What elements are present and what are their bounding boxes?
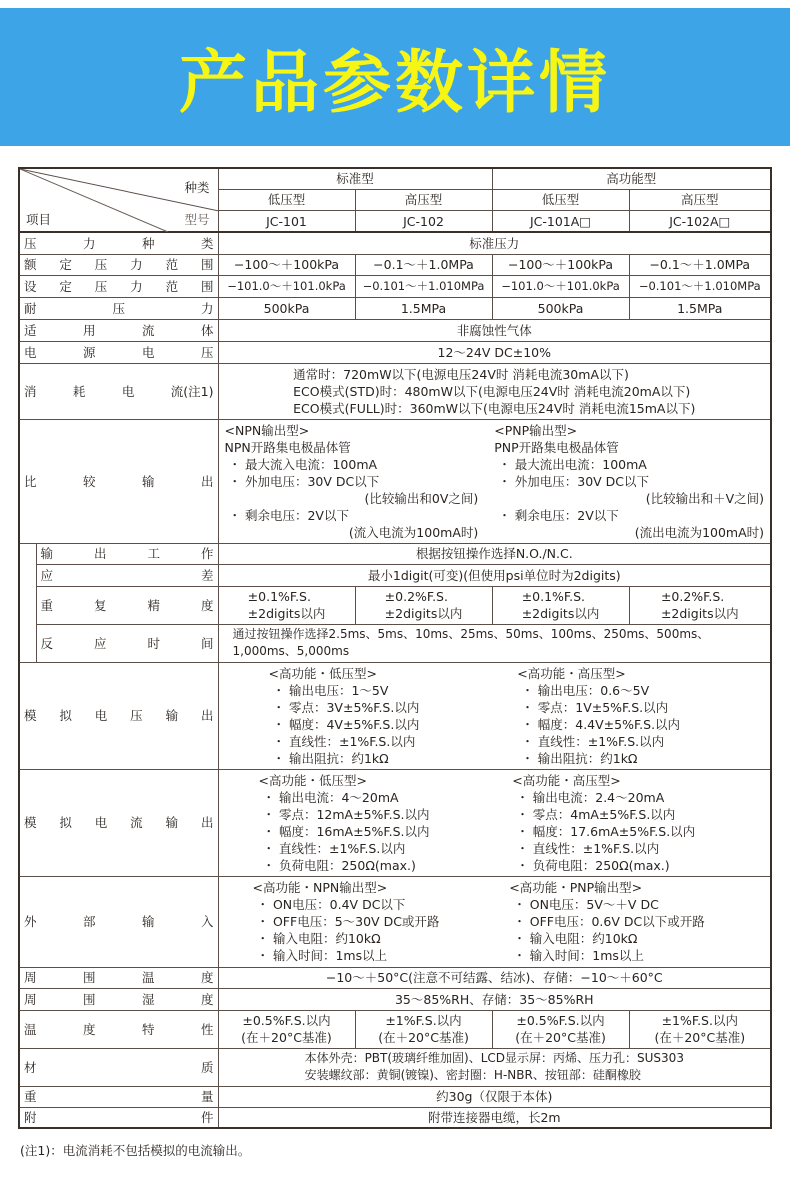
- row-label-char: 压: [94, 278, 108, 294]
- pnp-block: [509, 879, 766, 964]
- page-title: 产品参数详情: [178, 43, 611, 123]
- row-label: [19, 419, 218, 543]
- row-label-text: [41, 545, 214, 562]
- row-label-text: [41, 567, 214, 584]
- text-line: <高功能・低压型>: [268, 665, 377, 681]
- row-response-time: [19, 624, 771, 662]
- text-line: <PNP输出型>: [494, 422, 578, 438]
- row-label-char: 围: [82, 970, 96, 985]
- row-repeatability: [19, 586, 771, 624]
- model-label: 型号: [184, 212, 210, 227]
- text-line: <高功能・低压型>: [258, 772, 367, 788]
- text-line: (流出电流为100mA时): [634, 524, 765, 540]
- row-label: [19, 275, 218, 297]
- row-label-char: 围: [200, 278, 214, 294]
- subtype: 低压型: [218, 189, 355, 210]
- row-label-char: 重: [24, 1089, 37, 1104]
- text-line: <NPN输出型>: [224, 422, 310, 438]
- text-line: ・ 零点：12mA±5%F.S.以内: [262, 806, 430, 822]
- text-line: ・ 输入时间：1ms以上: [256, 948, 388, 963]
- text-line: ・ 直线性：±1%F.S.以内: [272, 733, 416, 749]
- row-proof-pressure: [19, 297, 771, 319]
- row-label-char: 围: [200, 257, 214, 272]
- text-line: ・ 输入时间：1ms以上: [513, 948, 644, 963]
- row-label: [19, 1010, 218, 1048]
- text-line: ・ 输出阻抗：约1kΩ: [272, 750, 389, 766]
- row-label-char: 复: [93, 597, 107, 613]
- text-line: [385, 588, 463, 622]
- row-label-text: [24, 383, 214, 400]
- row-value: [218, 769, 771, 876]
- row-label-char: 范: [165, 278, 179, 294]
- row-label-char: 设: [24, 278, 37, 294]
- text-line: ・ 外加电压：30V DC以下: [228, 473, 380, 489]
- row-value: [218, 1048, 771, 1086]
- row-label-char: 度: [82, 1021, 96, 1037]
- cell-value: [355, 586, 492, 624]
- low-pressure-block: [259, 772, 513, 874]
- cell-value: [629, 586, 771, 624]
- text-line: ・ 负荷电阻：250Ω(max.): [262, 857, 416, 873]
- row-label-text: [24, 991, 214, 1008]
- text-line: ・ 输出电流：4～20mA: [262, 789, 399, 805]
- row-value: [218, 363, 771, 419]
- cell-value: [218, 1010, 355, 1048]
- text-line: 本体外壳：PBT(玻璃纤维加固)、LCD显示屏：丙烯、压力孔：SUS303: [304, 1051, 684, 1065]
- text-line: [293, 366, 695, 417]
- row-label-char: 电: [24, 344, 37, 360]
- model: JC-102: [355, 211, 492, 232]
- text-line: ・ ON电压：0.4V DC以下: [256, 897, 406, 912]
- row-label-char: 围: [82, 991, 96, 1007]
- text-line: ・ 零点：1V±5%F.S.以内: [521, 699, 669, 715]
- low-pressure-block: [269, 665, 518, 767]
- row-label-char: 出: [93, 546, 107, 561]
- row-label-text: [24, 300, 214, 317]
- text-line: ・ 最大流入电流：100mA: [228, 456, 378, 472]
- row-label-char: 输: [40, 546, 54, 561]
- subtype: 高压型: [355, 189, 492, 210]
- row-label: [19, 769, 218, 876]
- text-line: ・ 剩余电压：2V以下: [228, 507, 349, 523]
- high-pressure-block: [512, 772, 766, 874]
- text-line: [522, 588, 600, 622]
- text-line: ・ 幅度：16mA±5%F.S.以内: [262, 823, 430, 839]
- row-set-range: [19, 275, 771, 297]
- row-value: 最小1digit(可变)(但使用psi单位时为2digits): [218, 564, 771, 586]
- row-label-text: [24, 1021, 214, 1038]
- cell-value: −0.1～＋1.0MPa: [629, 254, 771, 275]
- row-value: 35～85%RH、存储：35～85%RH: [218, 988, 771, 1010]
- row-label-char: 间: [200, 635, 214, 651]
- row-value: 根据按钮操作选择N.O./N.C.: [218, 543, 771, 564]
- row-label-char: 源: [82, 344, 96, 360]
- row-label-char: 力: [130, 278, 143, 294]
- text-line: PNP开路集电极晶体管: [494, 439, 619, 455]
- row-value: [218, 876, 771, 967]
- row-label-char: 重: [40, 597, 54, 613]
- row-label-char: 适: [24, 322, 37, 338]
- group-high-function: 高功能型: [492, 168, 771, 189]
- row-label-char: 出: [200, 708, 214, 723]
- row-label-char: 湿: [141, 991, 155, 1007]
- row-label-text: [24, 913, 214, 930]
- high-pressure-block: [517, 665, 766, 767]
- row-label: [19, 254, 218, 275]
- text-line: [253, 879, 767, 964]
- text-line: ・ 负荷电阻：250Ω(max.): [516, 857, 670, 873]
- row-label-text: [24, 1109, 214, 1126]
- row-label-text: [24, 278, 214, 295]
- text-line: ±0.5%F.S.以内: [242, 1013, 331, 1028]
- text-line: (流入电流为100mA时): [348, 524, 479, 540]
- text-line: ±2digits以内: [384, 606, 463, 621]
- row-value: 附带连接器电缆，长2m: [218, 1107, 771, 1128]
- row-label-char: 流: [130, 815, 143, 830]
- row-value: 非腐蚀性气体: [218, 319, 771, 341]
- row-label-char: 力: [82, 235, 96, 251]
- row-label-char: 电: [121, 383, 135, 399]
- row-label-text: [24, 1088, 214, 1105]
- row-label: [19, 341, 218, 363]
- text-line: NPN开路集电极晶体管: [224, 439, 351, 455]
- spec-table: [18, 167, 772, 1129]
- text-line: (在＋20°C基准): [378, 1030, 469, 1045]
- cell-value: −0.1～＋1.0MPa: [355, 254, 492, 275]
- cell-value: 1.5MPa: [629, 297, 771, 319]
- cell-value: [629, 1010, 771, 1048]
- text-line: [661, 588, 739, 622]
- row-label-char: 耐: [24, 300, 37, 316]
- row-label: [19, 319, 218, 341]
- cell-value: −100～＋100kPa: [218, 254, 355, 275]
- row-consumption: [19, 363, 771, 419]
- row-label: [36, 564, 218, 586]
- row-label-text: [24, 256, 214, 273]
- text-line: ・ 直线性：±1%F.S.以内: [262, 840, 406, 856]
- text-line: ECO模式(FULL)时：360mW以下(电源电压24V时 消耗电流15mA以下): [293, 400, 696, 416]
- text-line: <高功能・高压型>: [517, 665, 626, 681]
- row-label-char: 质: [200, 1059, 214, 1075]
- text-line: [225, 422, 765, 541]
- row-external-input: [19, 876, 771, 967]
- row-power: [19, 341, 771, 363]
- row-rated-range: [19, 254, 771, 275]
- text-line: ・ 直线性：±1%F.S.以内: [521, 733, 665, 749]
- text-line: (比较输出和0V之间): [364, 490, 479, 506]
- row-label-text: [24, 322, 214, 339]
- text-line: [269, 665, 767, 767]
- text-line: ・ 剩余电压：2V以下: [498, 507, 619, 523]
- row-output-action: [19, 543, 771, 564]
- row-label: [36, 624, 218, 662]
- model: JC-101: [218, 211, 355, 232]
- text-line: <高功能・PNP输出型>: [509, 880, 643, 895]
- row-label-char: 周: [24, 991, 37, 1007]
- row-label-char: 出: [200, 815, 214, 830]
- row-label-char: 电: [141, 344, 155, 360]
- row-label-char: 输: [165, 708, 179, 723]
- npn-block: [225, 422, 495, 541]
- row-label: [19, 967, 218, 988]
- text-line: ・ 输出阻抗：约1kΩ: [521, 750, 638, 766]
- row-label-char: 输: [141, 914, 155, 929]
- row-label-char: 反: [40, 635, 54, 651]
- row-hysteresis: [19, 564, 771, 586]
- item-label: 项目: [26, 212, 52, 227]
- text-line: ・ OFF电压：5～30V DC或开路: [256, 914, 440, 929]
- row-label-char: 量: [200, 1089, 214, 1104]
- model: JC-102A□: [629, 211, 771, 232]
- row-label-text: [41, 597, 214, 614]
- row-label-char: 类: [200, 235, 214, 251]
- row-label-char: 流(注1): [170, 383, 214, 399]
- cell-value: −0.101～＋1.010MPa: [355, 275, 492, 297]
- row-label-char: 差: [200, 567, 214, 583]
- cell-value: [492, 586, 629, 624]
- text-line: (比较输出和＋V之间): [645, 490, 765, 506]
- row-label-char: 模: [24, 708, 37, 723]
- row-label-char: 拟: [59, 708, 72, 723]
- row-label-char: 性: [200, 1021, 214, 1037]
- cell-value: 500kPa: [492, 297, 629, 319]
- row-label-char: 附: [24, 1109, 37, 1125]
- text-line: 安装螺纹部：黄铜(镀镍)、密封圈：H-NBR、按钮部：硅酮橡胶: [304, 1068, 641, 1082]
- row-weight: [19, 1086, 771, 1107]
- row-label-char: 力: [200, 300, 214, 316]
- row-label-char: 工: [147, 546, 160, 561]
- row-label-char: 周: [24, 970, 37, 985]
- text-line: ・ 幅度：4.4V±5%F.S.以内: [521, 716, 681, 732]
- row-label-text: [24, 814, 214, 831]
- text-line: ±0.1%F.S.: [521, 589, 585, 604]
- cell-value: −101.0～＋101.0kPa: [492, 275, 629, 297]
- row-label-char: 输: [165, 815, 179, 830]
- row-label-char: 用: [82, 322, 96, 338]
- cell-value: −100～＋100kPa: [492, 254, 629, 275]
- row-temp-characteristic: [19, 1010, 771, 1048]
- row-fluid: [19, 319, 771, 341]
- subtype: 高压型: [629, 189, 771, 210]
- text-line: [259, 772, 767, 874]
- row-label-char: 出: [200, 473, 214, 489]
- row-label-char: 件: [200, 1109, 214, 1125]
- text-line: [305, 1050, 684, 1084]
- group-standard: 标准型: [218, 168, 492, 189]
- row-label-char: 模: [24, 815, 37, 830]
- row-label-text: [41, 635, 214, 652]
- text-line: ・ 输入电阻：约10kΩ: [513, 931, 638, 946]
- row-label-char: 外: [24, 914, 37, 929]
- row-label-char: 应: [93, 635, 107, 651]
- header-corner: [19, 168, 218, 232]
- text-line: ±1%F.S.以内: [385, 1013, 462, 1028]
- text-line: ±2digits以内: [660, 606, 739, 621]
- row-analog-current: [19, 769, 771, 876]
- text-line: ±0.5%F.S.以内: [516, 1013, 605, 1028]
- text-line: ECO模式(STD)时：480mW以下(电源电压24V时 消耗电流20mA以下): [293, 383, 691, 399]
- row-value: [218, 662, 771, 769]
- text-line: ±0.2%F.S.: [384, 589, 448, 604]
- header-row-groups: [19, 168, 771, 189]
- row-accessory: [19, 1107, 771, 1128]
- row-label: [19, 662, 218, 769]
- row-label-char: 耗: [72, 383, 86, 399]
- row-label-char: 范: [165, 257, 179, 272]
- cell-value: [355, 1010, 492, 1048]
- text-line: 1,000ms、5,000ms: [232, 644, 350, 658]
- text-line: ・ 输出电压：1～5V: [272, 682, 389, 698]
- row-label-text: [24, 707, 214, 724]
- row-label-text: [24, 1059, 214, 1076]
- text-line: 通常时：720mW以下(电源电压24V时 消耗电流30mA以下): [293, 366, 629, 382]
- row-label: [36, 543, 218, 564]
- text-line: ±2digits以内: [247, 606, 326, 621]
- text-line: ・ 幅度：4V±5%F.S.以内: [272, 716, 420, 732]
- text-line: ・ ON电压：5V～＋V DC: [513, 897, 659, 912]
- text-line: ・ 输出电流：2.4～20mA: [516, 789, 665, 805]
- row-ambient-temp: [19, 967, 771, 988]
- row-label-char: 部: [82, 914, 96, 929]
- row-pressure-type: [19, 232, 771, 254]
- row-analog-voltage: [19, 662, 771, 769]
- cell-value: 1.5MPa: [355, 297, 492, 319]
- row-label-char: 度: [200, 597, 214, 613]
- text-line: ・ 外加电压：30V DC以下: [498, 473, 650, 489]
- row-label: [36, 586, 218, 624]
- text-line: ・ 输出电压：0.6～5V: [521, 682, 650, 698]
- cell-value: −0.101～＋1.010MPa: [629, 275, 771, 297]
- text-line: ±2digits以内: [521, 606, 600, 621]
- cell-value: [492, 1010, 629, 1048]
- title-banner: [0, 8, 790, 146]
- row-label-char: 作: [200, 546, 214, 561]
- row-value: 标准压力: [218, 232, 771, 254]
- row-ambient-humidity: [19, 988, 771, 1010]
- row-label-char: 力: [130, 257, 143, 272]
- text-line: [248, 588, 326, 622]
- model: JC-101A□: [492, 211, 629, 232]
- row-label-char: 度: [200, 991, 214, 1007]
- text-line: ・ 输入电阻：约10kΩ: [256, 931, 381, 946]
- text-line: ±0.2%F.S.: [660, 589, 725, 604]
- row-label-text: [24, 969, 214, 986]
- text-line: (在＋20°C基准): [654, 1030, 746, 1045]
- text-line: ±0.1%F.S.: [247, 589, 311, 604]
- text-line: 通过按钮操作选择2.5ms、5ms、10ms、25ms、50ms、100ms、250ms、500ms、: [232, 627, 710, 641]
- cell-value: −101.0～＋101.0kPa: [218, 275, 355, 297]
- row-label-text: [24, 473, 214, 490]
- row-label-char: 压: [112, 300, 125, 316]
- text-line: <高功能・高压型>: [512, 772, 621, 788]
- row-label: [19, 1048, 218, 1086]
- row-label-char: 较: [82, 473, 96, 489]
- row-label-char: 时: [147, 635, 160, 651]
- row-label-char: 额: [24, 257, 37, 272]
- cell-value: 500kPa: [218, 297, 355, 319]
- row-label-char: 电: [94, 815, 108, 830]
- npn-block: [253, 879, 510, 964]
- text-line: <高功能・NPN输出型>: [252, 880, 388, 895]
- row-label-char: 定: [59, 257, 72, 272]
- row-label-char: 应: [40, 567, 54, 583]
- row-label: [19, 363, 218, 419]
- row-value: [218, 419, 771, 543]
- text-line: (在＋20°C基准): [241, 1030, 332, 1045]
- row-label-char: 拟: [59, 815, 72, 830]
- row-label-char: 体: [200, 322, 214, 338]
- text-line: ・ 零点：3V±5%F.S.以内: [272, 699, 420, 715]
- text-line: ・ 零点：4mA±5%F.S.以内: [516, 806, 676, 822]
- text-line: ・ OFF电压：0.6V DC以下或开路: [513, 914, 705, 929]
- row-label: [19, 1086, 218, 1107]
- row-label-char: 输: [141, 473, 155, 489]
- row-material: [19, 1048, 771, 1086]
- row-label-text: [24, 235, 214, 252]
- row-label: [19, 232, 218, 254]
- row-label-text: [24, 344, 214, 361]
- row-value: 12～24V DC±10%: [218, 341, 771, 363]
- type-label: 种类: [184, 180, 210, 195]
- text-line: ±1%F.S.以内: [661, 1013, 738, 1028]
- cell-value: [218, 586, 355, 624]
- row-label: [19, 297, 218, 319]
- subtype: 低压型: [492, 189, 629, 210]
- row-value: 约30g（仅限于本体): [218, 1086, 771, 1107]
- footnote: (注1)：电流消耗不包括模拟的电流输出。: [20, 1143, 251, 1158]
- text-line: (在＋20°C基准): [515, 1030, 606, 1045]
- row-compare-output: [19, 419, 771, 543]
- row-value: −10～＋50°C(注意不可结露、结冰)、存储：−10～＋60°C: [218, 967, 771, 988]
- row-label-char: 定: [59, 278, 72, 294]
- row-label-char: 精: [147, 597, 160, 613]
- row-label-char: 压: [24, 235, 37, 251]
- row-label-char: 压: [200, 344, 214, 360]
- text-line: ・ 最大流出电流：100mA: [498, 456, 647, 472]
- row-label-char: 温: [24, 1021, 37, 1037]
- row-label-char: 比: [24, 473, 37, 489]
- row-label-char: 特: [141, 1021, 155, 1037]
- row-label: [19, 876, 218, 967]
- row-label-char: 消: [24, 383, 37, 399]
- text-line: ・ 幅度：17.6mA±5%F.S.以内: [516, 823, 696, 839]
- row-label-char: 度: [200, 970, 214, 985]
- text-line: ・ 直线性：±1%F.S.以内: [516, 840, 660, 856]
- row-label-char: 入: [200, 914, 214, 929]
- row-label-char: 材: [24, 1059, 37, 1075]
- row-label-char: 压: [130, 708, 143, 723]
- indent-spacer: [19, 543, 36, 662]
- row-label: [19, 988, 218, 1010]
- row-label-char: 种: [141, 235, 155, 251]
- row-label-char: 电: [94, 708, 108, 723]
- row-label-char: 流: [141, 322, 155, 338]
- row-label-char: 温: [141, 970, 155, 985]
- row-value: [218, 624, 771, 662]
- pnp-block: [494, 422, 764, 541]
- row-label: [19, 1107, 218, 1128]
- row-label-char: 压: [94, 257, 108, 272]
